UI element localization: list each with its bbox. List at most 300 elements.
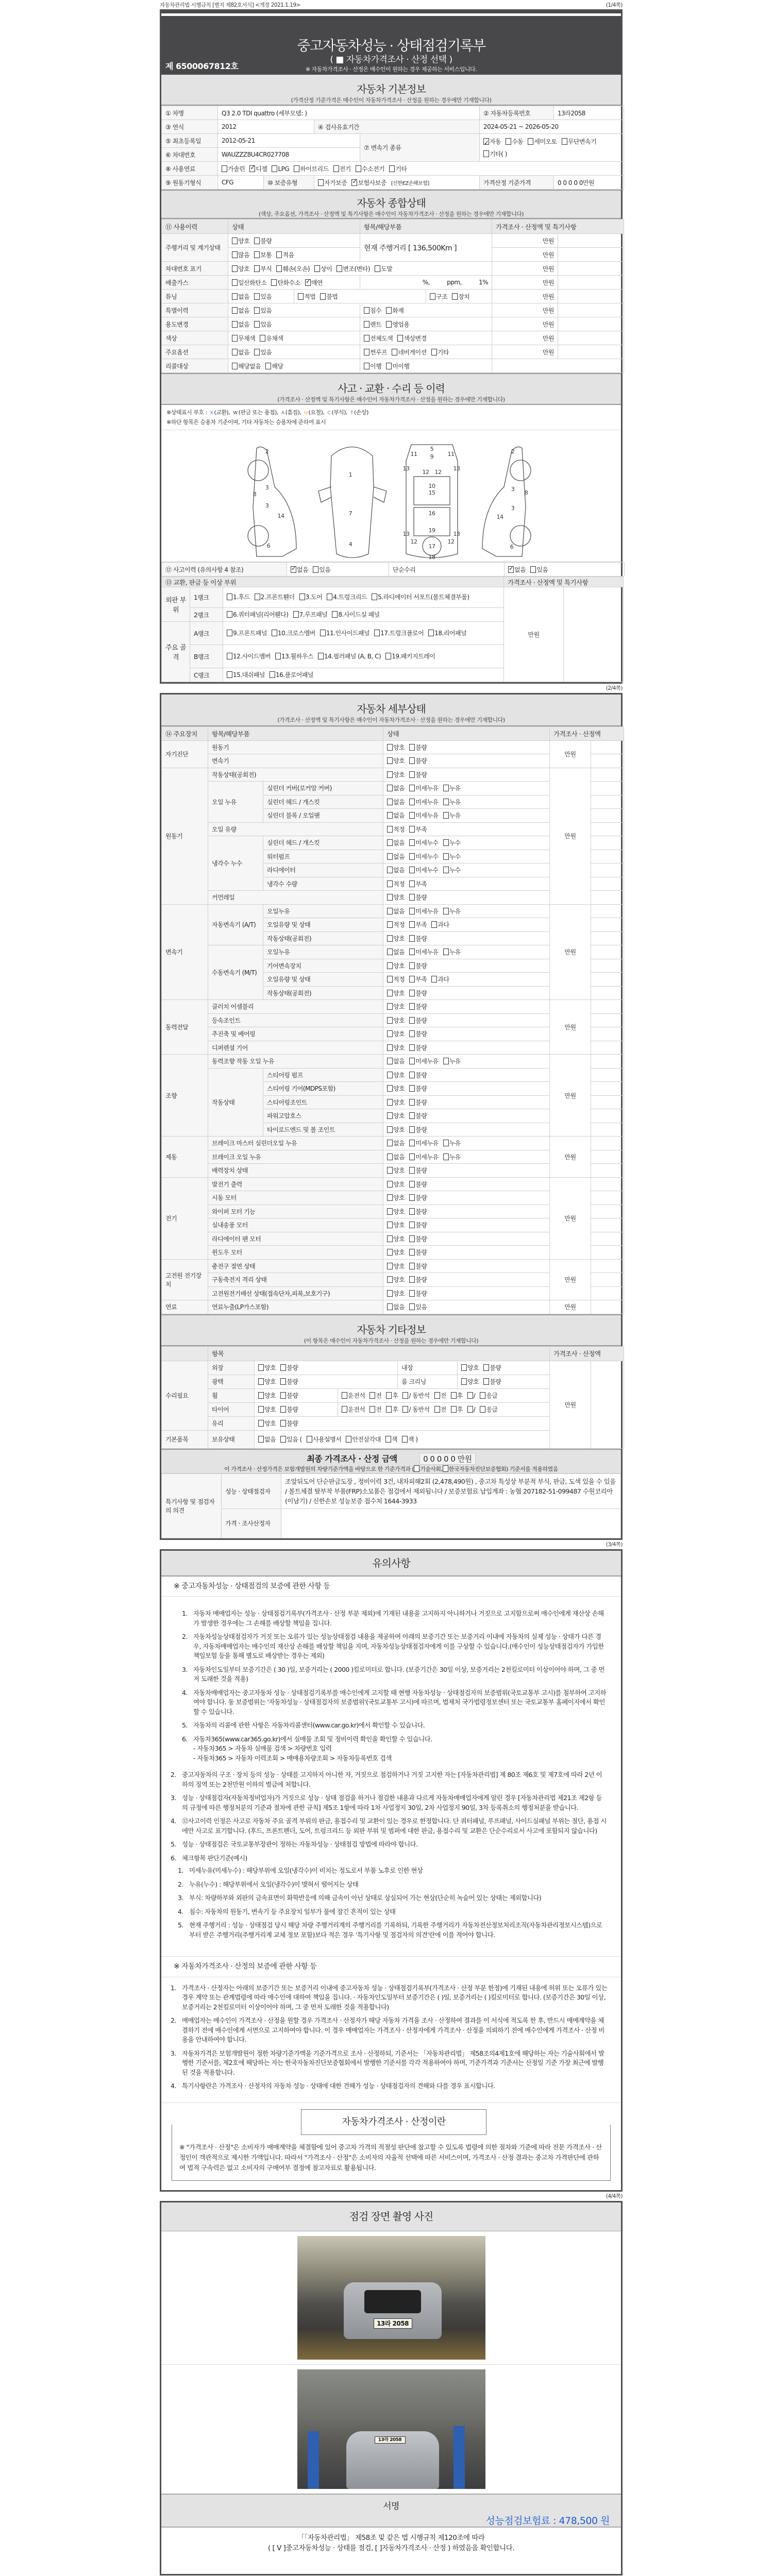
checkbox-option[interactable]: [314, 265, 332, 273]
checkbox[interactable]: [342, 1392, 347, 1399]
checkbox[interactable]: [409, 976, 415, 982]
checkbox-option[interactable]: [254, 238, 272, 245]
checkbox-option[interactable]: [409, 757, 427, 765]
checkbox-option[interactable]: [386, 1392, 398, 1399]
checkbox-option[interactable]: [387, 1140, 405, 1147]
checkbox-option[interactable]: [387, 1044, 405, 1052]
checkbox-option[interactable]: [402, 1406, 429, 1413]
checkbox[interactable]: [443, 908, 449, 914]
checkbox-option[interactable]: [443, 812, 461, 819]
checkbox[interactable]: [387, 867, 393, 873]
checkbox-option[interactable]: [258, 1392, 276, 1399]
checkbox[interactable]: [387, 1017, 393, 1024]
checkbox-option[interactable]: [318, 179, 347, 187]
checkbox[interactable]: [385, 1436, 391, 1443]
checkbox-option[interactable]: [409, 962, 427, 970]
checkbox-option[interactable]: [409, 976, 427, 983]
checkbox[interactable]: [409, 867, 415, 873]
checkbox-option[interactable]: [258, 1436, 276, 1443]
checkbox[interactable]: [265, 363, 271, 369]
checkbox[interactable]: [409, 1126, 415, 1133]
checkbox[interactable]: [452, 293, 458, 300]
checkbox[interactable]: [409, 1099, 415, 1106]
checkbox-option[interactable]: [443, 948, 461, 956]
checkbox-option[interactable]: [294, 165, 328, 173]
checkbox[interactable]: [387, 880, 393, 887]
checkbox-option[interactable]: [232, 251, 249, 259]
checkbox[interactable]: [387, 1085, 393, 1092]
checkbox-option[interactable]: [387, 771, 405, 778]
checkbox[interactable]: [409, 1194, 415, 1201]
checkbox-option[interactable]: [409, 1003, 427, 1010]
checkbox-option[interactable]: [254, 349, 272, 356]
checkbox-checked[interactable]: [291, 566, 296, 573]
checkbox-option[interactable]: [387, 1222, 405, 1229]
checkbox-option[interactable]: [409, 826, 427, 833]
checkbox-option[interactable]: [293, 611, 328, 618]
checkbox-option[interactable]: [291, 566, 308, 573]
checkbox[interactable]: [428, 630, 434, 636]
checkbox[interactable]: [409, 812, 415, 819]
checkbox[interactable]: [409, 785, 415, 791]
checkbox[interactable]: [387, 1194, 393, 1201]
checkbox-option[interactable]: [320, 630, 369, 637]
checkbox[interactable]: [387, 839, 393, 846]
checkbox-option[interactable]: [386, 363, 409, 370]
checkbox-option[interactable]: [443, 799, 461, 806]
checkbox[interactable]: [443, 853, 449, 860]
checkbox[interactable]: [443, 1058, 449, 1064]
checkbox[interactable]: [387, 935, 393, 942]
checkbox[interactable]: [387, 812, 393, 819]
checkbox-option[interactable]: [280, 1406, 298, 1413]
checkbox-option[interactable]: [443, 1154, 461, 1161]
checkbox[interactable]: [276, 251, 282, 258]
checkbox-option[interactable]: [387, 1112, 405, 1120]
checkbox-option[interactable]: [409, 771, 427, 778]
checkbox[interactable]: [369, 1392, 375, 1399]
checkbox-option[interactable]: [443, 1058, 461, 1065]
checkbox-option[interactable]: [280, 1364, 298, 1371]
checkbox-option[interactable]: [387, 1058, 405, 1065]
checkbox[interactable]: [227, 671, 232, 678]
checkbox-option[interactable]: [298, 293, 315, 300]
checkbox[interactable]: [387, 1058, 393, 1064]
checkbox-option[interactable]: [258, 1364, 276, 1371]
checkbox-option[interactable]: [409, 1058, 438, 1065]
checkbox[interactable]: [271, 279, 277, 286]
checkbox[interactable]: [280, 1378, 286, 1385]
checkbox[interactable]: [260, 335, 265, 342]
checkbox[interactable]: [222, 165, 227, 172]
checkbox-option[interactable]: [232, 335, 255, 342]
checkbox-option[interactable]: [280, 1378, 298, 1385]
checkbox[interactable]: [232, 321, 238, 328]
checkbox-option[interactable]: [386, 1406, 398, 1413]
checkbox-option[interactable]: [320, 293, 338, 300]
checkbox[interactable]: [254, 293, 260, 300]
checkbox-option[interactable]: [508, 566, 526, 573]
checkbox-option[interactable]: [483, 150, 507, 158]
checkbox[interactable]: [232, 251, 238, 258]
checkbox[interactable]: [409, 1085, 415, 1092]
checkbox[interactable]: [387, 1263, 393, 1269]
checkbox[interactable]: [364, 335, 369, 342]
checkbox-option[interactable]: [387, 976, 405, 983]
checkbox[interactable]: [280, 1392, 286, 1399]
checkbox-option[interactable]: [387, 1290, 405, 1297]
checkbox[interactable]: [530, 566, 536, 573]
checkbox[interactable]: [409, 990, 415, 996]
checkbox-checked[interactable]: [305, 279, 311, 286]
checkbox-option[interactable]: [227, 611, 289, 618]
checkbox[interactable]: [232, 335, 238, 342]
checkbox-option[interactable]: [387, 894, 405, 901]
checkbox-option[interactable]: [443, 867, 461, 874]
checkbox-option[interactable]: [409, 744, 427, 751]
checkbox-checked[interactable]: [483, 138, 489, 145]
checkbox[interactable]: [389, 165, 395, 172]
checkbox[interactable]: [270, 671, 275, 678]
checkbox[interactable]: [254, 321, 260, 328]
checkbox-option[interactable]: [227, 630, 267, 637]
checkbox[interactable]: [258, 1436, 264, 1443]
checkbox-option[interactable]: [389, 165, 407, 173]
checkbox[interactable]: [402, 1392, 408, 1399]
checkbox-option[interactable]: [258, 1378, 276, 1385]
checkbox[interactable]: [364, 349, 369, 355]
checkbox[interactable]: [434, 1406, 440, 1413]
checkbox[interactable]: [387, 744, 393, 751]
checkbox-option[interactable]: [249, 165, 267, 173]
checkbox[interactable]: [227, 611, 232, 618]
checkbox-option[interactable]: [387, 1276, 405, 1283]
checkbox[interactable]: [431, 921, 437, 928]
checkbox-option[interactable]: [409, 1181, 427, 1188]
checkbox[interactable]: [409, 1181, 415, 1188]
checkbox[interactable]: [480, 1406, 485, 1413]
checkbox-option[interactable]: [313, 566, 330, 573]
checkbox-option[interactable]: [409, 812, 438, 819]
checkbox-option[interactable]: [271, 279, 300, 286]
checkbox[interactable]: [227, 653, 232, 659]
checkbox[interactable]: [409, 1208, 415, 1215]
checkbox-option[interactable]: [409, 1303, 427, 1311]
checkbox-option[interactable]: [232, 321, 249, 328]
checkbox-option[interactable]: [402, 1436, 418, 1443]
checkbox[interactable]: [254, 251, 260, 258]
checkbox[interactable]: [387, 1140, 393, 1146]
checkbox-option[interactable]: [387, 839, 405, 846]
checkbox-option[interactable]: [452, 293, 469, 300]
checkbox-option[interactable]: [270, 671, 313, 679]
checkbox-option[interactable]: [483, 1364, 501, 1371]
checkbox[interactable]: [387, 1044, 393, 1051]
checkbox[interactable]: [461, 1364, 467, 1371]
checkbox-option[interactable]: [387, 1099, 405, 1106]
checkbox[interactable]: [409, 1140, 415, 1146]
checkbox-option[interactable]: [375, 265, 392, 273]
checkbox[interactable]: [443, 839, 449, 846]
checkbox-option[interactable]: [276, 265, 310, 273]
checkbox-option[interactable]: [232, 265, 249, 273]
checkbox-option[interactable]: [409, 935, 427, 942]
checkbox-option[interactable]: [409, 853, 438, 860]
checkbox-option[interactable]: [258, 1406, 276, 1413]
checkbox[interactable]: [387, 1303, 393, 1310]
checkbox-option[interactable]: [409, 880, 427, 888]
checkbox-option[interactable]: [409, 839, 438, 846]
checkbox-option[interactable]: [351, 179, 386, 187]
checkbox[interactable]: [443, 812, 449, 819]
checkbox[interactable]: [467, 1392, 473, 1399]
checkbox-option[interactable]: [409, 1235, 427, 1243]
checkbox-option[interactable]: [227, 671, 265, 679]
checkbox[interactable]: [409, 1017, 415, 1024]
checkbox[interactable]: [232, 363, 238, 369]
checkbox-option[interactable]: [260, 335, 283, 342]
checkbox-option[interactable]: [387, 1072, 405, 1079]
checkbox[interactable]: [280, 1406, 286, 1413]
checkbox-option[interactable]: [255, 594, 295, 601]
checkbox-option[interactable]: [227, 594, 250, 601]
checkbox-option[interactable]: [387, 962, 405, 970]
checkbox[interactable]: [409, 771, 415, 778]
checkbox-option[interactable]: [254, 307, 272, 314]
checkbox-option[interactable]: [409, 990, 427, 997]
checkbox[interactable]: [409, 757, 415, 764]
checkbox[interactable]: [258, 1392, 264, 1399]
checkbox[interactable]: [409, 894, 415, 901]
checkbox-option[interactable]: [254, 293, 272, 300]
checkbox[interactable]: [409, 1112, 415, 1119]
checkbox[interactable]: [392, 349, 397, 355]
checkbox[interactable]: [387, 1099, 393, 1106]
checkbox-option[interactable]: [467, 1406, 476, 1413]
checkbox[interactable]: [387, 1208, 393, 1215]
checkbox-option[interactable]: [254, 321, 272, 328]
checkbox-option[interactable]: [443, 853, 461, 860]
checkbox-option[interactable]: [409, 921, 427, 928]
checkbox[interactable]: [280, 1364, 286, 1371]
checkbox[interactable]: [386, 307, 392, 314]
checkbox[interactable]: [333, 165, 339, 172]
checkbox-option[interactable]: [332, 611, 379, 618]
checkbox-option[interactable]: [272, 630, 315, 637]
checkbox-option[interactable]: [386, 307, 404, 314]
checkbox[interactable]: [342, 1406, 347, 1413]
checkbox-option[interactable]: [483, 1378, 501, 1385]
checkbox-option[interactable]: [364, 307, 381, 314]
checkbox[interactable]: [387, 1222, 393, 1228]
checkbox-option[interactable]: [409, 908, 438, 915]
checkbox[interactable]: [387, 826, 393, 833]
checkbox[interactable]: [387, 1126, 393, 1133]
checkbox-option[interactable]: [299, 594, 323, 601]
checkbox-option[interactable]: [387, 948, 405, 956]
checkbox[interactable]: [386, 363, 392, 369]
checkbox[interactable]: [409, 1263, 415, 1269]
checkbox-option[interactable]: [374, 630, 424, 637]
checkbox[interactable]: [387, 1290, 393, 1297]
checkbox-option[interactable]: [409, 1072, 427, 1079]
checkbox[interactable]: [318, 179, 324, 186]
checkbox[interactable]: [387, 990, 393, 996]
checkbox[interactable]: [320, 293, 326, 300]
checkbox[interactable]: [313, 566, 318, 573]
checkbox-option[interactable]: [333, 165, 351, 173]
checkbox-option[interactable]: [327, 594, 367, 601]
checkbox[interactable]: [414, 1465, 419, 1472]
checkbox[interactable]: [327, 594, 332, 600]
checkbox[interactable]: [386, 1392, 392, 1399]
checkbox[interactable]: [443, 799, 449, 805]
checkbox-option[interactable]: [387, 1249, 405, 1256]
checkbox-option[interactable]: [364, 363, 381, 370]
checkbox-option[interactable]: [443, 908, 461, 915]
checkbox-option[interactable]: [272, 165, 289, 173]
checkbox[interactable]: [387, 853, 393, 860]
checkbox-option[interactable]: [385, 1436, 397, 1443]
checkbox-option[interactable]: [280, 1420, 298, 1427]
checkbox-option[interactable]: [409, 1249, 427, 1256]
checkbox[interactable]: [258, 1420, 264, 1427]
checkbox[interactable]: [372, 594, 377, 600]
checkbox[interactable]: [387, 962, 393, 969]
checkbox[interactable]: [276, 265, 282, 272]
checkbox[interactable]: [409, 1030, 415, 1037]
checkbox-option[interactable]: [280, 1392, 298, 1399]
checkbox-option[interactable]: [387, 812, 405, 819]
checkbox-option[interactable]: [409, 1030, 427, 1038]
checkbox[interactable]: [483, 150, 489, 157]
checkbox-option[interactable]: [530, 566, 548, 573]
checkbox-option[interactable]: [409, 1167, 427, 1174]
checkbox-option[interactable]: [387, 744, 405, 751]
checkbox[interactable]: [272, 630, 277, 636]
checkbox[interactable]: [254, 265, 260, 272]
checkbox[interactable]: [443, 785, 449, 791]
checkbox[interactable]: [409, 1044, 415, 1051]
checkbox-option[interactable]: [480, 1406, 497, 1413]
checkbox-option[interactable]: [276, 251, 294, 259]
checkbox[interactable]: [387, 908, 393, 914]
checkbox[interactable]: [409, 1058, 415, 1064]
checkbox-option[interactable]: [318, 653, 381, 660]
checkbox-option[interactable]: [443, 839, 461, 846]
checkbox[interactable]: [364, 321, 369, 328]
checkbox[interactable]: [443, 1140, 449, 1146]
checkbox-option[interactable]: [280, 1436, 302, 1443]
checkbox[interactable]: [409, 1003, 415, 1010]
checkbox[interactable]: [307, 1436, 312, 1443]
checkbox[interactable]: [364, 363, 369, 369]
checkbox[interactable]: [409, 880, 415, 887]
checkbox-option[interactable]: [443, 785, 461, 792]
checkbox-option[interactable]: [387, 990, 405, 997]
checkbox-option[interactable]: [409, 1017, 427, 1024]
checkbox-option[interactable]: [409, 1290, 427, 1297]
checkbox-option[interactable]: [387, 826, 405, 833]
checkbox[interactable]: [528, 138, 533, 145]
checkbox[interactable]: [409, 1290, 415, 1297]
checkbox[interactable]: [232, 293, 238, 300]
checkbox[interactable]: [299, 594, 305, 600]
checkbox[interactable]: [387, 1235, 393, 1242]
checkbox-option[interactable]: [409, 799, 438, 806]
checkbox-option[interactable]: [409, 1126, 427, 1133]
checkbox[interactable]: [254, 349, 260, 355]
checkbox[interactable]: [451, 1392, 457, 1399]
checkbox[interactable]: [387, 1181, 393, 1188]
checkbox[interactable]: [293, 611, 299, 618]
checkbox-option[interactable]: [451, 1392, 463, 1399]
checkbox[interactable]: [280, 1436, 286, 1443]
checkbox[interactable]: [409, 826, 415, 833]
checkbox[interactable]: [430, 293, 435, 300]
checkbox[interactable]: [483, 1378, 489, 1385]
checkbox[interactable]: [375, 265, 380, 272]
checkbox[interactable]: [409, 948, 415, 955]
checkbox-option[interactable]: [305, 279, 323, 286]
checkbox-option[interactable]: [409, 1154, 438, 1161]
checkbox-option[interactable]: [387, 1017, 405, 1024]
checkbox[interactable]: [409, 799, 415, 805]
checkbox-option[interactable]: [222, 165, 245, 173]
checkbox-option[interactable]: [227, 653, 271, 660]
checkbox-checked[interactable]: [351, 179, 357, 186]
checkbox[interactable]: [443, 867, 449, 873]
checkbox[interactable]: [255, 594, 260, 600]
checkbox-option[interactable]: [387, 1154, 405, 1161]
checkbox[interactable]: [337, 265, 342, 272]
checkbox-option[interactable]: [409, 1112, 427, 1120]
checkbox[interactable]: [387, 771, 393, 778]
checkbox[interactable]: [387, 894, 393, 901]
checkbox[interactable]: [409, 744, 415, 751]
checkbox-option[interactable]: [372, 594, 469, 601]
checkbox-option[interactable]: [431, 349, 449, 356]
checkbox[interactable]: [364, 307, 369, 314]
checkbox-option[interactable]: [387, 880, 405, 888]
checkbox-option[interactable]: [369, 1406, 381, 1413]
checkbox[interactable]: [409, 839, 415, 846]
checkbox-option[interactable]: [387, 921, 405, 928]
checkbox[interactable]: [431, 976, 437, 982]
checkbox-option[interactable]: [387, 1181, 405, 1188]
checkbox-option[interactable]: [387, 1030, 405, 1038]
checkbox[interactable]: [294, 165, 299, 172]
checkbox[interactable]: [387, 785, 393, 791]
checkbox[interactable]: [275, 653, 281, 659]
checkbox[interactable]: [467, 1406, 473, 1413]
checkbox-option[interactable]: [342, 1406, 365, 1413]
checkbox[interactable]: [258, 1406, 264, 1413]
checkbox-option[interactable]: [346, 1436, 380, 1443]
checkbox-option[interactable]: [402, 1392, 429, 1399]
checkbox-option[interactable]: [387, 1085, 405, 1092]
checkbox[interactable]: [387, 1030, 393, 1037]
checkbox-option[interactable]: [409, 1263, 427, 1270]
checkbox-option[interactable]: [387, 935, 405, 942]
checkbox-option[interactable]: [409, 1140, 438, 1147]
checkbox[interactable]: [431, 349, 437, 355]
checkbox-option[interactable]: [387, 867, 405, 874]
checkbox-option[interactable]: [258, 1420, 276, 1427]
checkbox-option[interactable]: [387, 1235, 405, 1243]
checkbox-option[interactable]: [387, 1126, 405, 1133]
checkbox[interactable]: [483, 1364, 489, 1371]
